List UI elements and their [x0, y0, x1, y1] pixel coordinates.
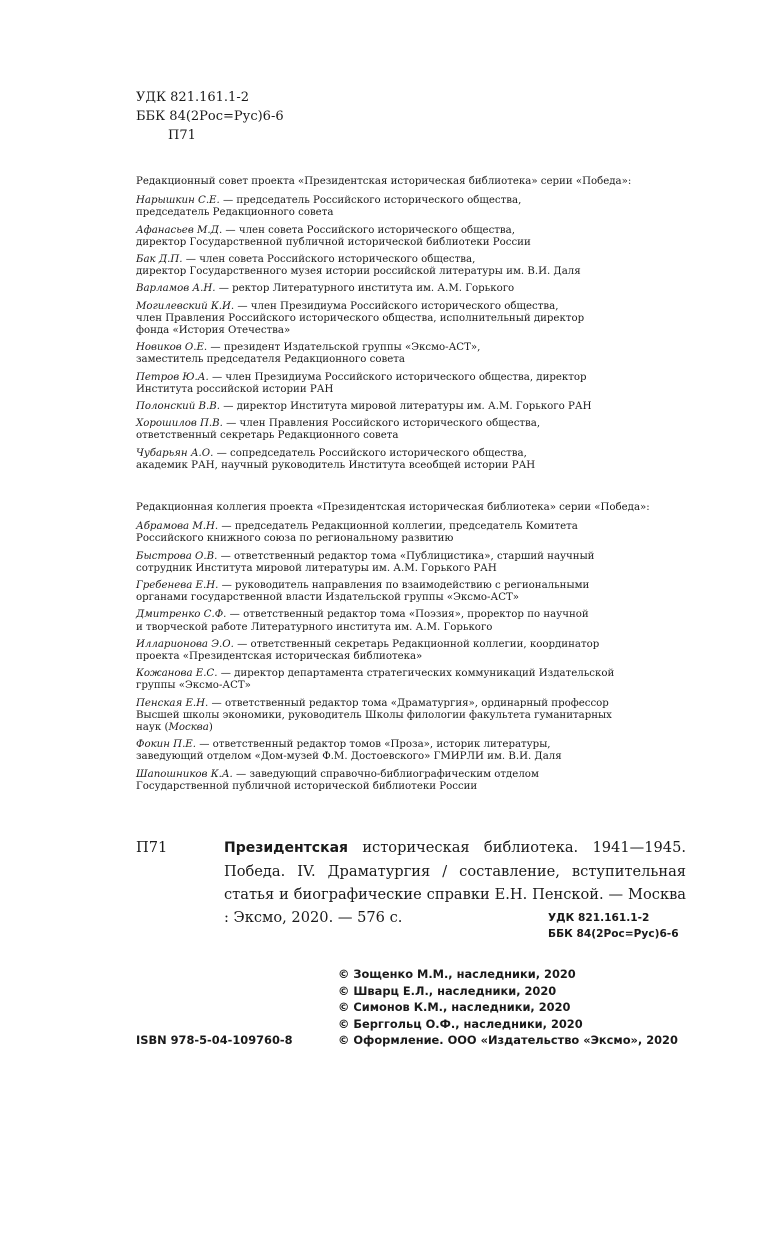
- copyright-notices: [338, 966, 678, 1049]
- member-role: — ответственный редактор тома «Драматургия», ординарный профессор Высшей школы экономики, руководитель Школы филологии факультета гуманитарных наук (: [136, 697, 612, 734]
- editorial-collegium: [136, 502, 684, 798]
- member-entry: [136, 372, 684, 396]
- member-entry: [136, 418, 684, 442]
- reference-code: П71: [136, 839, 168, 856]
- member-name: Кожанова Е.С.: [136, 668, 218, 680]
- member-role: — директор департамента стратегических коммуникаций Издательской группы «Эксмо-АСТ»: [136, 668, 615, 692]
- member-entry: [136, 283, 684, 295]
- member-name: Быстрова О.В.: [136, 550, 218, 562]
- member-entry: [136, 521, 684, 545]
- member-role: — ответственный редактор тома «Поэзия», проректор по научной и творческой работе Литературного института им. А.М. Горького: [136, 609, 589, 633]
- council-heading: Редакционный совет проекта «Президентская историческая библиотека» серии «Победа»:: [136, 176, 632, 187]
- member-entry: [136, 769, 684, 793]
- member-role: — председатель Редакционной коллегии, председатель Комитета Российского книжного союза по региональному развитию: [136, 521, 578, 545]
- member-entry: [136, 739, 684, 763]
- member-role: — член совета Российского исторического общества, директор Государственного музея истории российской литературы им. В.И. Даля: [136, 254, 581, 278]
- editorial-council: [136, 176, 684, 477]
- member-role: — президент Издательской группы «Эксмо-АСТ», заместитель председателя Редакционного совета: [136, 342, 481, 366]
- member-entry: [136, 225, 684, 249]
- copyright-line: © Оформление. ООО «Издательство «Эксмо», 2020: [338, 1033, 678, 1048]
- member-entry: [136, 342, 684, 366]
- member-role: — член Правления Российского исторического общества, ответственный секретарь Редакционного совета: [136, 418, 541, 442]
- member-name: Илларионова Э.О.: [136, 638, 234, 650]
- member-name: Бак Д.П.: [136, 254, 183, 266]
- member-entry: [136, 639, 684, 663]
- member-role: — ответственный редактор тома «Публицистика», старший научный сотрудник Института мировой литературы им. А.М. Горького РАН: [136, 550, 595, 574]
- member-role: — член Президиума Российского исторического общества, директор Института российской истории РАН: [136, 371, 587, 395]
- member-entry: [136, 448, 684, 472]
- member-role: — ректор Литературного института им. А.М. Горького: [215, 283, 515, 295]
- member-name: Петров Ю.А.: [136, 371, 209, 383]
- member-role: — директор Института мировой литературы им. А.М. Горького РАН: [219, 401, 592, 413]
- member-name: Шапошников К.А.: [136, 768, 233, 780]
- council-list: [136, 195, 684, 472]
- collegium-list: [136, 521, 684, 793]
- member-name: Дмитренко С.Ф.: [136, 609, 227, 621]
- member-role: — член совета Российского исторического общества, директор Государственной публичной исторической библиотеки России: [136, 224, 531, 248]
- reference-title: Президентская: [224, 840, 349, 856]
- member-role: — заведующий справочно-библиографическим отделом Государственной публичной исторической библиотеки России: [136, 768, 539, 792]
- member-name: Новиков О.Е.: [136, 342, 208, 354]
- member-role-tail: ): [208, 722, 213, 734]
- reference-description: историческая библиотека. 1941—1945. Победа. IV. Драматургия / составление, вступительная статья и биографические справки Е.Н. Пенской. — Москва : Эксмо, 2020. — 576 с.: [224, 839, 686, 926]
- member-name: Могилевский К.И.: [136, 300, 235, 312]
- member-role: — ответственный редактор томов «Проза», историк литературы, заведующий отделом «Дом-музей Ф.М. Достоевского» ГМИРЛИ им. В.И. Даля: [136, 739, 562, 763]
- member-role: — руководитель направления по взаимодействию с региональными органами государственной власти Издательской группы «Эксмо-АСТ»: [136, 580, 590, 604]
- member-entry: [136, 195, 684, 219]
- copyright-line: © Шварц Е.Л., наследники, 2020: [338, 983, 557, 998]
- member-entry: [136, 698, 684, 735]
- member-entry: [136, 580, 684, 604]
- copyright-line: © Симонов К.М., наследники, 2020: [338, 1000, 571, 1015]
- member-name: Фокин П.Е.: [136, 739, 196, 751]
- member-entry: [136, 401, 684, 413]
- member-role: — член Президиума Российского исторического общества, член Правления Российского исторического общества, исполнительный директор фонда «История Отечества»: [136, 300, 585, 337]
- copyright-line: © Берггольц О.Ф., наследники, 2020: [338, 1016, 583, 1031]
- member-entry: [136, 301, 684, 338]
- copyright-line: © Зощенко М.М., наследники, 2020: [338, 967, 576, 981]
- member-name: Пенская Е.Н.: [136, 697, 209, 709]
- member-name: Варламов А.Н.: [136, 283, 216, 295]
- member-entry: [136, 551, 684, 575]
- member-name: Афанасьев М.Д.: [136, 224, 223, 236]
- bbk-code-bottom: ББК 84(2Рос=Рус)6-6: [548, 928, 679, 940]
- member-entry: [136, 254, 684, 278]
- member-role: — ответственный секретарь Редакционной коллегии, координатор проекта «Президентская историческая библиотека»: [136, 638, 600, 663]
- udk-code: УДК 821.161.1-2: [136, 90, 249, 105]
- classification-codes-bottom: [548, 910, 679, 942]
- member-place: Москва: [168, 722, 209, 734]
- classification-codes-top: [136, 88, 284, 145]
- author-mark: П71: [168, 128, 196, 143]
- member-name: Абрамова М.Н.: [136, 521, 219, 533]
- member-name: Полонский В.В.: [136, 401, 220, 413]
- member-name: Чубарьян А.О.: [136, 447, 214, 459]
- member-name: Нарышкин С.Е.: [136, 195, 220, 207]
- member-entry: [136, 609, 684, 633]
- member-role: — председатель Российского исторического общества, председатель Редакционного совета: [136, 195, 522, 219]
- member-role: — сопредседатель Российского исторического общества, академик РАН, научный руководитель Института всеобщей истории РАН: [136, 447, 536, 471]
- member-entry: [136, 668, 684, 692]
- udk-code-bottom: УДК 821.161.1-2: [548, 912, 650, 924]
- isbn: ISBN 978-5-04-109760-8: [136, 1033, 293, 1047]
- member-name: Гребенева Е.Н.: [136, 580, 219, 592]
- collegium-heading: Редакционная коллегия проекта «Президентская историческая библиотека» серии «Победа»:: [136, 502, 650, 513]
- bbk-code: ББК 84(2Рос=Рус)6-6: [136, 109, 284, 124]
- member-name: Хорошилов П.В.: [136, 418, 223, 430]
